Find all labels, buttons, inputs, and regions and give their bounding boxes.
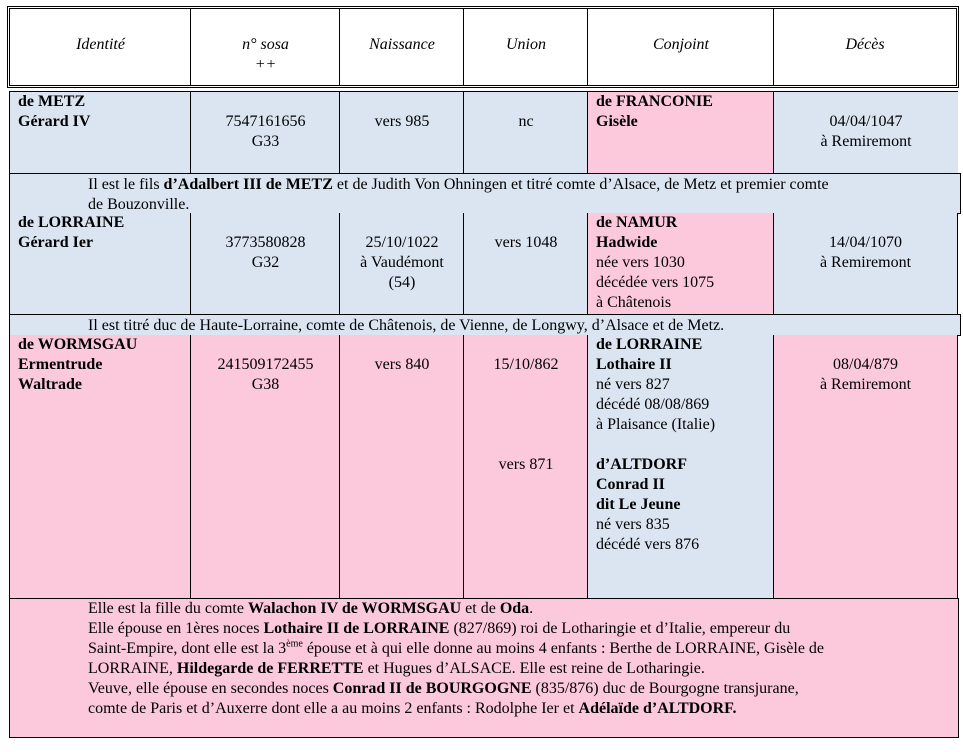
row-1-death [773,92,958,173]
row-2-note-line-1: Il est titré duc de Haute-Lorraine, comte de Châtenois, de Vienne, de Longwy, d’Alsace et de Metz. [88,317,725,334]
row-3-spouse-2-firstname: Conrad II [596,476,665,493]
row-2-spouse [587,213,774,315]
row-3-identity [9,335,191,599]
row-3-spouse-2-birth: né vers 835 [596,516,670,533]
header-union: Union [463,9,588,85]
row-3-sosa [190,335,340,599]
row-3-union [463,335,588,599]
row-3-note-line-2 [88,619,958,639]
row-2-union [463,213,588,315]
row-1-sosa-number: 7547161656 [225,113,306,130]
row-3-note-l3-t2: épouse et à qui elle donne au moins 4 enfants : Berthe de LORRAINE, Gisèle de [302,640,825,657]
row-3-note-line-1 [88,599,958,619]
row-2-death-place: à Remiremont [819,254,912,271]
row-2-birth-place: à Vaudémont [360,254,444,271]
row-1-spouse-surname: de FRANCONIE [596,93,713,110]
row-2-generation: G32 [251,254,280,271]
header-conjoint: Conjoint [587,9,774,85]
row-2-spouse-firstname: Hadwide [596,234,658,251]
row-1-birth [339,92,464,173]
row-2-note [9,314,961,336]
row-3-sosa-number: 241509172455 [217,356,314,373]
row-2-birth [339,213,464,315]
row-1-identity [10,92,191,173]
row-1-death-date: 04/04/1047 [829,113,903,130]
row-3-note-line-3 [88,639,958,659]
row-3-identity-firstname: Ermentrude [18,356,103,373]
row-3-spouse-2-death: décédé vers 876 [596,536,700,553]
row-1-union [463,92,588,173]
row-3-note-l2-t1: Elle épouse en 1ères noces [88,620,264,637]
header-sosa [190,9,340,85]
row-3-note-l1-t3: . [529,600,534,617]
row-1-note-text-2: et de Judith Von Ohningen et titré comte d’Alsace, de Metz et premier comte [332,176,829,193]
row-3-note-l3-sup: ème [286,638,303,650]
row-3-death-date: 08/04/879 [833,356,898,373]
row-1-note-text-1: Il est le fils [88,176,164,193]
row-2-spouse-surname: de NAMUR [596,214,678,231]
row-1-birth-date: vers 985 [374,113,430,130]
row-3-note-l4-t2: et Hugues d’ALSACE. Elle est reine de Lotharingie. [363,660,705,677]
row-1-note-father: d’Adalbert III de METZ [163,176,333,193]
row-3-birth [339,335,464,599]
row-3-note-l5-t1: Veuve, elle épouse en secondes noces [88,680,333,697]
row-2-spouse-death: décédée vers 1075 [596,274,715,291]
row-2-identity-firstname: Gérard Ier [18,234,94,251]
row-3-note-second-husband: Conrad II de BOURGOGNE [332,680,532,697]
row-1-spouse [587,92,774,173]
row-3-note-line-6 [88,699,958,719]
row-2-birth-dept: (54) [388,274,416,291]
row-2-identity [9,213,191,315]
row-3-note-l4-t1: LORRAINE, [88,660,177,677]
row-3-note-l3-t1: Saint-Empire, dont elle est la 3 [88,640,287,657]
row-2-birth-date: 25/10/1022 [365,234,439,251]
row-1-death-place: à Remiremont [820,133,912,150]
row-3-note-child-hildegarde: Hildegarde de FERRETTE [176,660,364,677]
header-deces: Décès [773,9,956,85]
row-3-spouse-1-firstname: Lothaire II [596,356,672,373]
row-3-note-line-4 [88,659,958,679]
row-3-spouse [587,335,774,599]
row-3-death-place: à Remiremont [819,376,912,393]
row-2-sosa [190,213,340,315]
row-2-death-date: 14/04/1070 [829,234,902,251]
row-3-note-father: Walachon IV de WORMSGAU [247,600,462,617]
row-3-note-l1-t2: et de [461,600,500,617]
row-1-identity-surname: de METZ [18,93,86,110]
header-sosa-line-1: n° sosa [242,36,289,53]
row-3-generation: G38 [251,376,280,393]
row-1-identity-firstname: Gérard IV [18,113,91,130]
row-1-sosa [190,92,340,173]
row-2-death [773,213,958,315]
header-naissance: Naissance [339,9,464,85]
row-1-union-date: nc [518,113,534,130]
row-3-death [773,335,958,599]
row-3-birth-date: vers 840 [374,356,430,373]
row-3-note-l1-t1: Elle est la fille du comte [88,600,248,617]
row-3-note-l2-t2: (827/869) roi de Lotharingie et d’Italie, empereur du [449,620,791,637]
row-3-spouse-1-birth: né vers 827 [596,376,670,393]
row-1-note [9,173,961,214]
row-2-sosa-number: 3773580828 [225,234,306,251]
row-3-spouse-1-death-place: à Plaisance (Italie) [596,416,716,433]
row-2-identity-surname: de LORRAINE [18,214,125,231]
row-1-note-line-2: de Bouzonville. [88,196,190,213]
row-3-spouse-1-surname: de LORRAINE [596,336,703,353]
row-3-spouse-2-surname: d’ALTDORF [596,456,687,473]
row-3-note-first-husband: Lothaire II de LORRAINE [263,620,450,637]
row-3-note-line-5 [88,679,958,699]
row-1-note-line-1 [88,175,960,195]
row-3-note-l5-t2: (835/876) duc de Bourgogne transjurane, [531,680,799,697]
row-3-note-l6-t1: comte de Paris et d’Auxerre dont elle a au moins 2 enfants : Rodolphe Ier et [88,700,579,717]
header-sosa-line-2: ++ [254,56,277,73]
row-3-union-date-2: vers 871 [498,456,554,473]
row-1-spouse-firstname: Gisèle [596,113,638,130]
row-2-union-date: vers 1048 [494,234,558,251]
row-3-identity-surname: de WORMSGAU [18,336,138,353]
header-identite: Identité [76,36,125,53]
row-2-spouse-birth: née vers 1030 [596,254,685,271]
row-2-spouse-death-place: à Châtenois [596,294,672,311]
row-1-generation: G33 [251,133,280,150]
row-3-spouse-2-nickname: dit Le Jeune [596,496,681,513]
row-3-note-mother: Oda [499,600,530,617]
row-3-note-child-adelaide: Adélaïde d’ALTDORF. [578,700,737,717]
row-3-identity-secondname: Waltrade [18,376,82,393]
row-3-spouse-1-death: décédé 08/08/869 [596,396,710,413]
row-3-union-date-1: 15/10/862 [493,356,559,373]
row-3-note [9,598,959,738]
